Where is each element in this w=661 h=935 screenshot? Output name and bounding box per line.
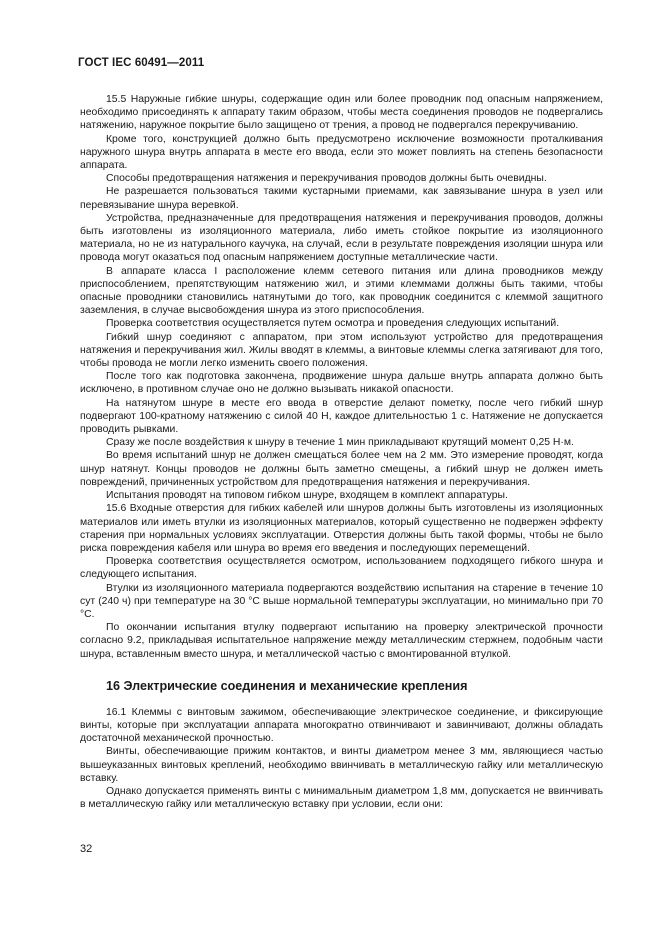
section-heading: 16 Электрические соединения и механические крепления: [106, 678, 468, 693]
page-number: 32: [80, 843, 93, 855]
paragraph: Проверка соответствия осуществляется осмотром, использованием подходящего гибкого шнура и следующего испытания.: [80, 556, 603, 581]
paragraph: Не разрешается пользоваться такими кустарными приемами, как завязывание шнура в узел или перевязывание шнура веревкой.: [80, 186, 603, 211]
paragraph: Устройства, предназначенные для предотвращения натяжения и перекручивания проводов, должны быть изготовлены из изоляционного материала, либо иметь стойкое покрытие из изоляционного материала, но не из натурального каучука, на случай, если в результате повреждения изоляции шнура или провода могут оказаться под опасным напряжением доступные металлические части.: [80, 212, 603, 264]
paragraph: Во время испытаний шнур не должен смещаться более чем на 2 мм. Это измерение проводят, когда шнур натянут. Концы проводов не должны быть заметно смещены, а гибкий шнур не должен иметь повреждений, причиненных устройством для предотвращения натяжения и перекручивания.: [80, 450, 603, 488]
document-body: [80, 93, 603, 811]
paragraph: 15.5 Наружные гибкие шнуры, содержащие один или более проводник под опасным напряжением, необходимо присоединять к аппарату таким образом, чтобы места соединения проводов не подвергались натяжению, наружное покрытие было защищено от трения, а провод не подвергался перекручиванию.: [80, 94, 603, 132]
document-header: ГОСТ IEC 60491—2011: [78, 57, 205, 69]
paragraph: Однако допускается применять винты с минимальным диаметром 1,8 мм, допускается не ввинчивать в металлическую гайку или металлическую вставку при условии, если они:: [80, 785, 603, 811]
paragraph: 15.6 Входные отверстия для гибких кабелей или шнуров должны быть изготовлены из изоляционных материалов или иметь втулки из изоляционных материалов, который существенно не подвержен эффекту старения при нормальных условиях эксплуатации. Отверстия должны быть такой формы, чтобы не было риска повреждения кабеля или шнура во время его введения и последующих перемещений.: [80, 503, 603, 554]
paragraph: Способы предотвращения натяжения и перекручивания проводов должны быть очевидны.: [106, 173, 547, 185]
paragraph: По окончании испытания втулку подвергают испытанию на проверку электрической прочности согласно 9.2, прикладывая испытательное напряжение между металлическим стержнем, подобным части шнура, вставленным вместо шнура, и металлической частью с вмонтированной втулкой.: [80, 622, 603, 660]
paragraph: Винты, обеспечивающие прижим контактов, и винты диаметром менее 3 мм, являющиеся частью вышеуказанных винтовых креплений, необходимо ввинчивать в металлическую гайку или металлическую вставку.: [80, 746, 603, 784]
paragraph: Кроме того, конструкцией должно быть предусмотрено исключение возможности проталкивания наружного шнура внутрь аппарата в месте его ввода, если это может повлиять на степень безопасности аппарата.: [80, 133, 603, 172]
paragraph: Испытания проводят на типовом гибком шнуре, входящем в комплект аппаратуры.: [106, 490, 508, 502]
paragraph: Втулки из изоляционного материала подвергаются воздействию испытания на старение в течение 10 сут (240 ч) при температуре на 30 °С выше нормальной температуры эксплуатации, но минимально при 70 °С.: [80, 582, 603, 620]
paragraph: После того как подготовка закончена, продвижение шнура дальше внутрь аппарата должно быть исключено, в противном случае оно не должно вызывать никакой опасности.: [80, 371, 603, 396]
paragraph: Проверка соответствия осуществляется путем осмотра и проведения следующих испытаний.: [106, 318, 560, 330]
paragraph: Сразу же после воздействия к шнуру в течение 1 мин прикладывают крутящий момент 0,25 Н·м.: [106, 437, 574, 449]
paragraph: Гибкий шнур соединяют с аппаратом, при этом используют устройство для предотвращения натяжения и перекручивания жил. Жилы вводят в клеммы, а винтовые клеммы слегка затягивают для того, чтобы провода не могли легко изменить своего положения.: [80, 331, 603, 370]
paragraph: В аппарате класса I расположение клемм сетевого питания или длина проводников между приспособлением, препятствующим натяжению жил, и этими клеммами должны быть такими, чтобы опасные проводники становились натянутыми до того, как проводник соединится с клеммой защитного заземления, в случае высвобождения шнура из этого приспособления.: [80, 265, 603, 317]
paragraph: На натянутом шнуре в месте его ввода в отверстие делают пометку, после чего гибкий шнур подвергают 100-кратному натяжению с силой 40 Н, каждое длительностью 1 с. Натяжение не допускается проводить рывками.: [80, 397, 603, 436]
paragraph: 16.1 Клеммы с винтовым зажимом, обеспечивающие электрическое соединение, и фиксирующие винты, которые при эксплуатации аппарата многократно отвинчивают и завинчивают, должны обладать достаточной механической прочностью.: [80, 706, 603, 745]
